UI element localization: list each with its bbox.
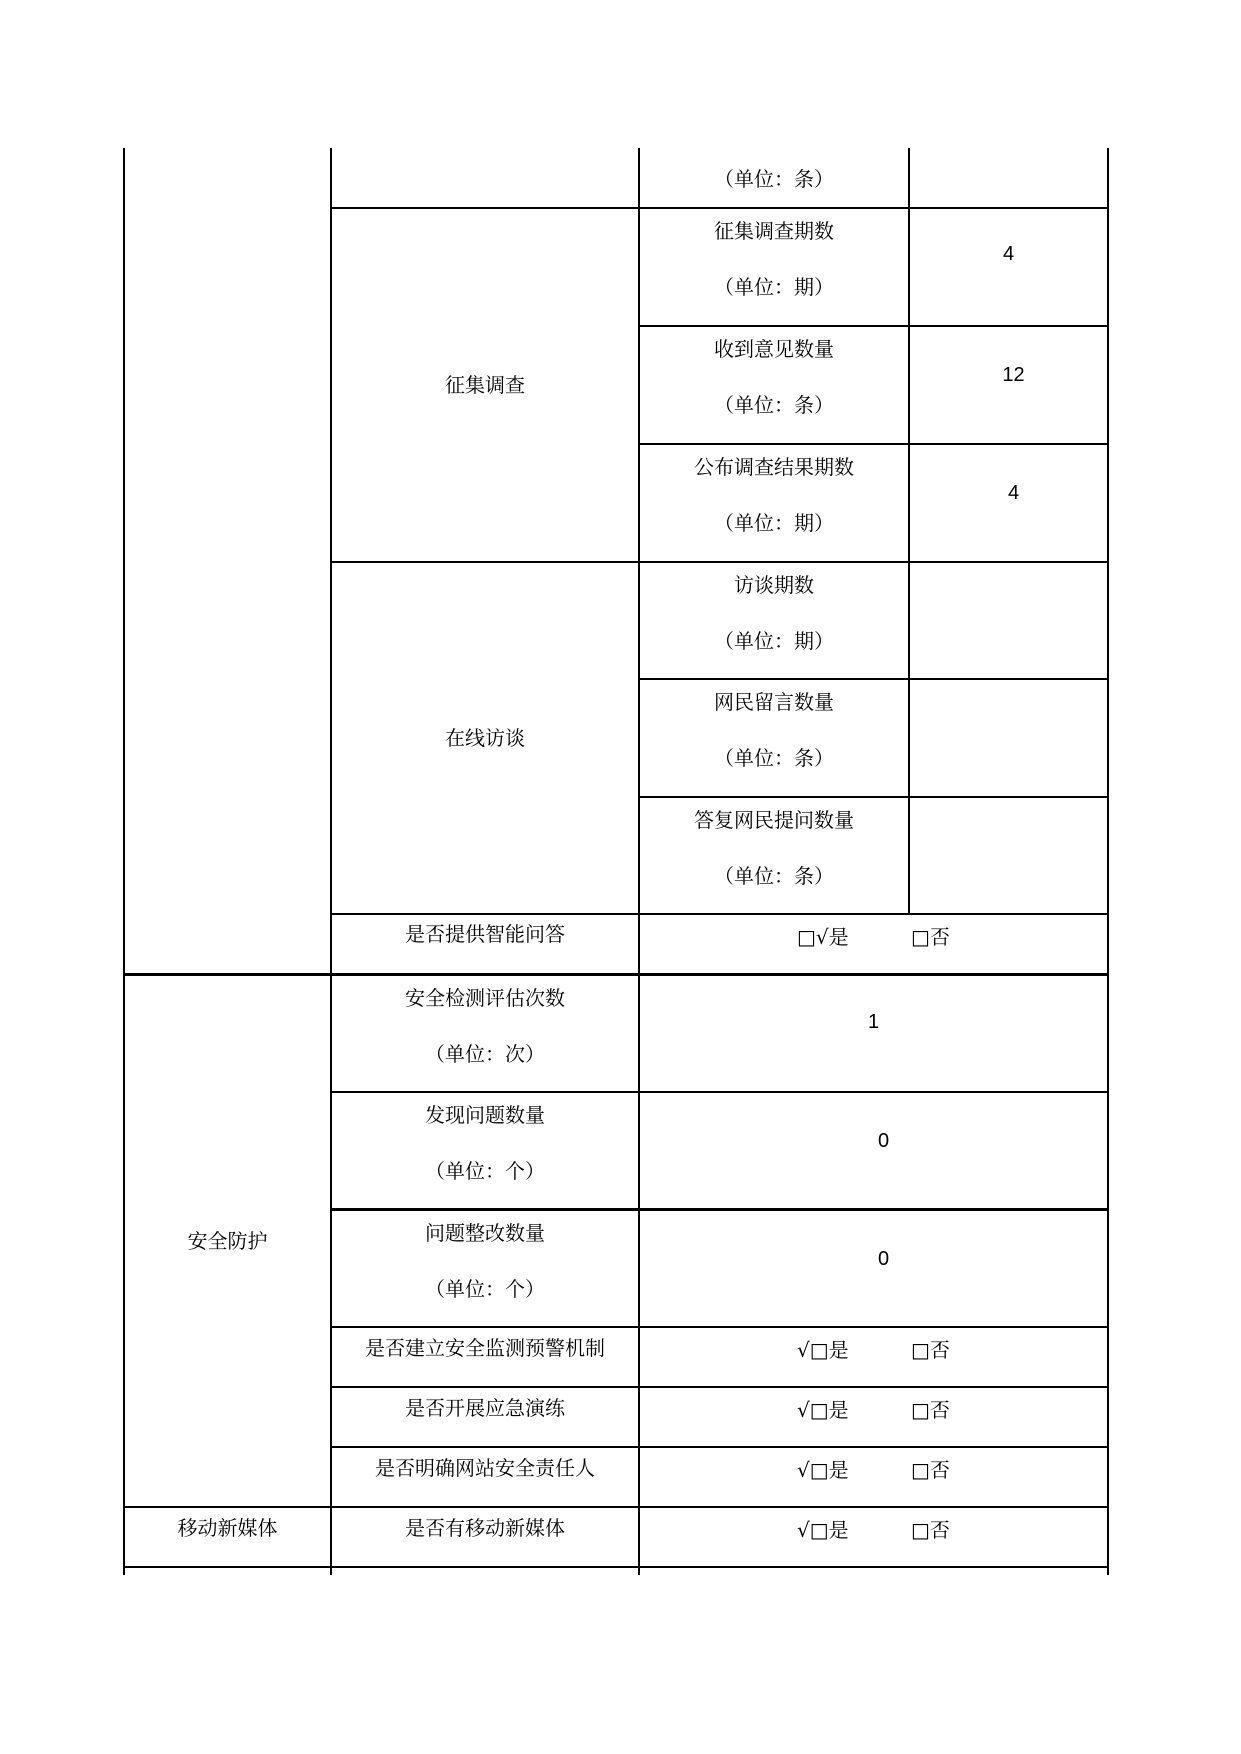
- security-check-label: 是否明确网站安全责任人: [375, 1456, 595, 1480]
- mobile-yes-checkbox[interactable]: √□是: [797, 1518, 849, 1542]
- unit-text: （单位：期）: [714, 629, 834, 653]
- interview-row-label: [640, 563, 908, 678]
- security-check-no-checkbox[interactable]: □否: [911, 1398, 950, 1422]
- label-text: 问题整改数量: [425, 1221, 545, 1245]
- security-row-label: [332, 1093, 638, 1208]
- security-check-yes-checkbox[interactable]: √□是: [797, 1458, 849, 1482]
- label-text: 收到意见数量: [714, 337, 834, 361]
- security-check-yes-checkbox[interactable]: √□是: [797, 1398, 849, 1422]
- unit-text: （单位：个）: [425, 1277, 545, 1301]
- security-row-label: [332, 976, 638, 1091]
- mobile-no-checkbox[interactable]: □否: [911, 1518, 950, 1542]
- label-text: 发现问题数量: [425, 1103, 545, 1127]
- survey-row-value: 4: [1002, 243, 1015, 265]
- security-check-label: 是否建立安全监测预警机制: [365, 1336, 605, 1360]
- security-check-label: 是否开展应急演练: [405, 1396, 565, 1420]
- label-text: 安全检测评估次数: [405, 986, 565, 1010]
- survey-row-value: 4: [1007, 482, 1020, 504]
- top-row-value: [910, 150, 1107, 207]
- interview-row-label: [640, 680, 908, 796]
- security-check-yes-checkbox[interactable]: √□是: [797, 1338, 849, 1362]
- mobile-label: 是否有移动新媒体: [405, 1516, 565, 1540]
- unit-text: （单位：条）: [714, 746, 834, 770]
- unit-text: （单位：次）: [425, 1042, 545, 1066]
- label-text: 征集调查期数: [714, 219, 834, 243]
- interview-row-value: [910, 680, 1107, 796]
- security-group-label: 安全防护: [187, 1229, 268, 1253]
- interview-row-value: [910, 798, 1107, 913]
- survey-group-label: 征集调查: [445, 373, 525, 397]
- smart-qa-label: 是否提供智能问答: [405, 922, 565, 946]
- label-text: 答复网民提问数量: [694, 808, 854, 832]
- mobile-group-label: 移动新媒体: [177, 1516, 278, 1540]
- interview-group-label: 在线访谈: [445, 726, 525, 750]
- security-row-value: 0: [877, 1248, 890, 1270]
- survey-row-label: [640, 445, 908, 561]
- unit-text: （单位：条）: [714, 166, 834, 191]
- security-check-no-checkbox[interactable]: □否: [911, 1458, 950, 1482]
- unit-text: （单位：期）: [714, 275, 834, 299]
- survey-row-label: [640, 327, 908, 443]
- interview-row-value: [910, 563, 1107, 678]
- interview-row-label: [640, 798, 908, 913]
- smart-qa-no-checkbox[interactable]: □否: [911, 925, 950, 949]
- label-text: 网民留言数量: [714, 690, 834, 714]
- unit-text: （单位：条）: [714, 864, 834, 888]
- unit-text: （单位：个）: [425, 1159, 545, 1183]
- security-check-no-checkbox[interactable]: □否: [911, 1338, 950, 1362]
- top-row-unit: [640, 150, 908, 207]
- security-row-value: 0: [877, 1130, 890, 1152]
- label-text: 访谈期数: [734, 573, 814, 597]
- survey-row-label: [640, 209, 908, 325]
- smart-qa-yes-checkbox[interactable]: □√是: [797, 925, 849, 949]
- unit-text: （单位：条）: [714, 393, 834, 417]
- security-row-value: 1: [867, 1011, 880, 1033]
- unit-text: （单位：期）: [714, 511, 834, 535]
- label-text: 公布调查结果期数: [694, 455, 854, 479]
- survey-row-value: 12: [1002, 364, 1025, 386]
- security-row-label: [332, 1211, 638, 1326]
